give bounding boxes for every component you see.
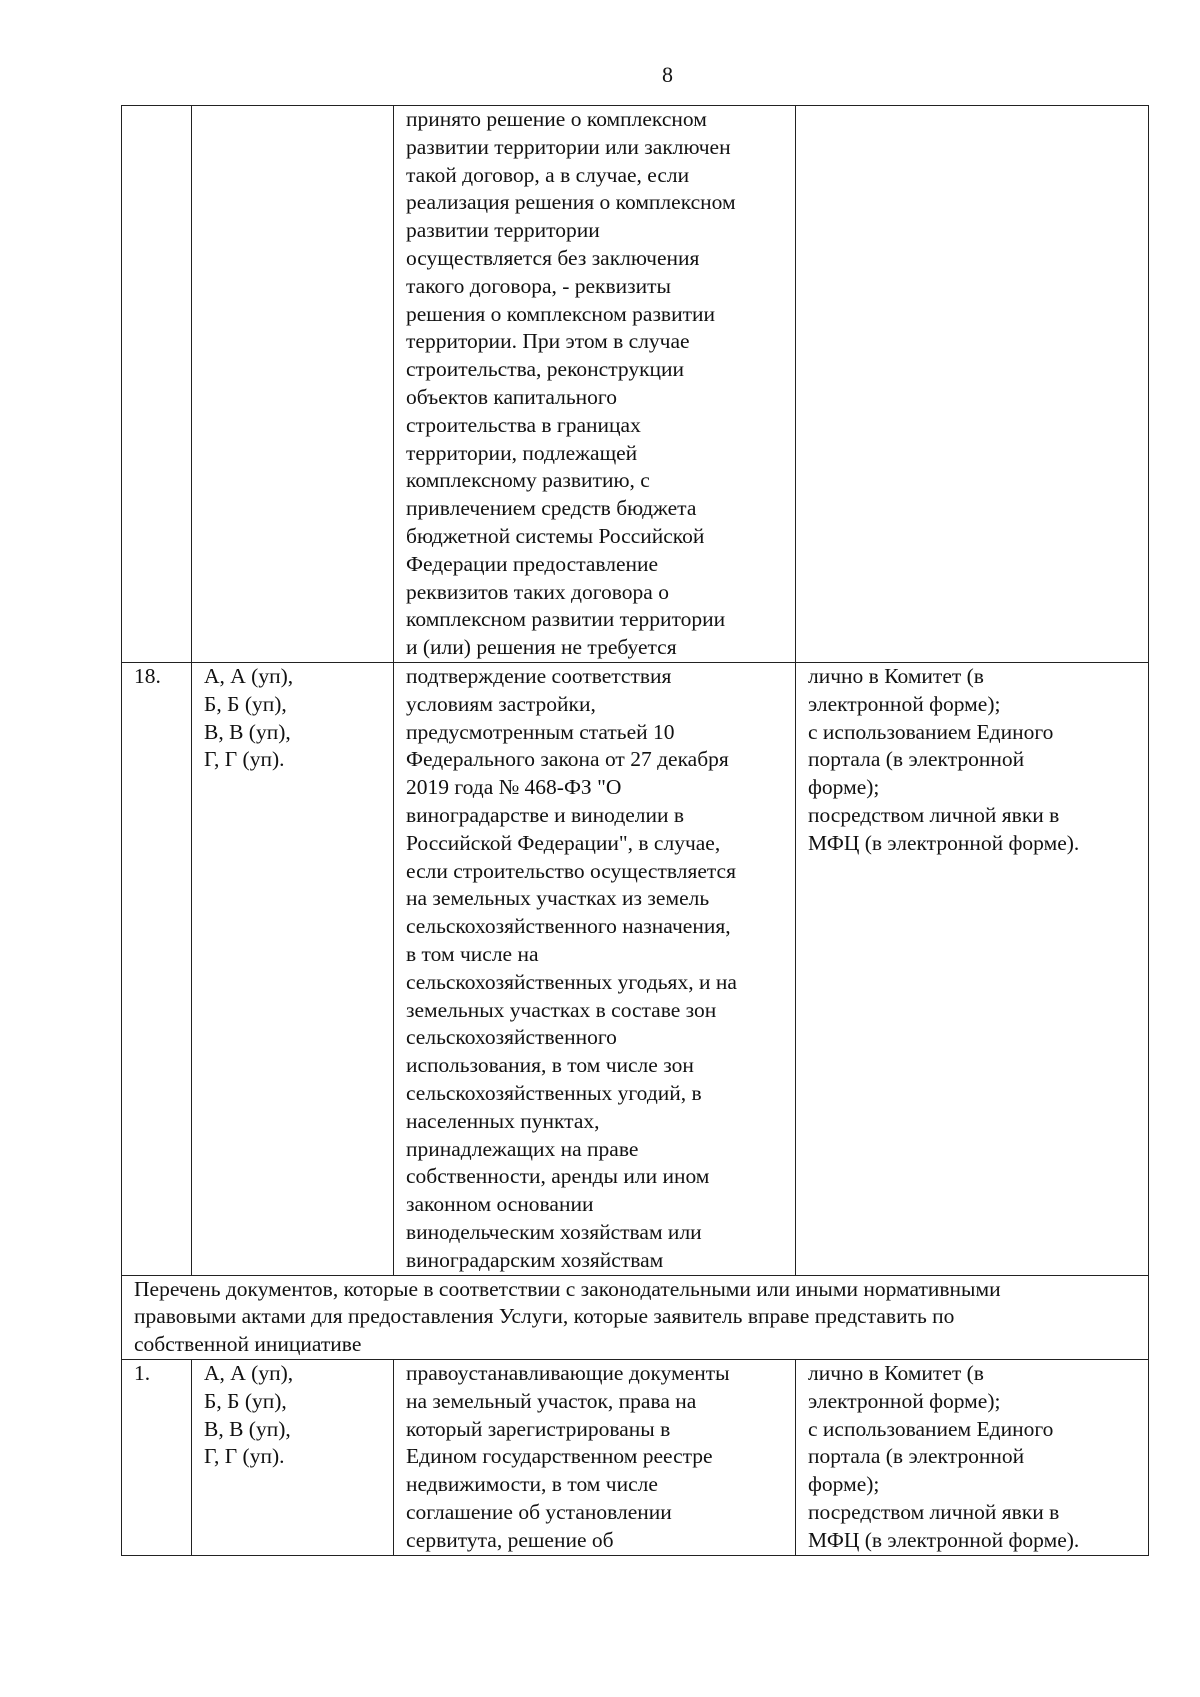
text-line: винодельческим хозяйствам или — [406, 1219, 702, 1244]
text-line: форме); — [808, 1472, 880, 1497]
text-line: объектов капитального — [406, 384, 617, 409]
applicants-cell — [192, 1359, 394, 1555]
text-line: бюджетной системы Российской — [406, 523, 705, 548]
text-line: сельскохозяйственного — [406, 1025, 617, 1050]
text-line: электронной форме); — [808, 1388, 1001, 1413]
text-line: такого договора, - реквизиты — [406, 273, 672, 298]
text-line: Перечень документов, которые в соответствии с законодательными или иными нормативными — [134, 1276, 1001, 1301]
text-line: подтверждение соответствия — [406, 664, 672, 688]
text-line: населенных пунктах, — [406, 1108, 600, 1133]
text-line: 2019 года № 468-ФЗ "О — [406, 775, 622, 800]
text-line: Российской Федерации", в случае, — [406, 830, 721, 855]
text-line: В, В (уп), — [204, 719, 291, 744]
text-line: Б, Б (уп), — [204, 691, 287, 716]
applicants-cell — [192, 663, 394, 1276]
document-cell — [394, 663, 796, 1276]
text-line: реквизитов таких договора о — [406, 579, 669, 604]
text-line: сервитута, решение об — [406, 1527, 614, 1552]
text-line: Г, Г (уп). — [204, 747, 285, 772]
text-line: территории. При этом в случае — [406, 329, 690, 354]
method-cell — [796, 106, 1149, 663]
text-line: принято решение о комплексном — [406, 107, 707, 131]
table-row-18 — [122, 663, 1149, 1276]
text-line: правовыми актами для предоставления Услуги, которые заявитель вправе представить по — [134, 1304, 955, 1329]
text-line: сельскохозяйственных угодий, в — [406, 1080, 702, 1105]
text-line: А, А (уп), — [204, 664, 294, 688]
text-line: собственной инициативе — [134, 1332, 362, 1357]
text-line: и (или) решения не требуется — [406, 635, 677, 660]
text-line: Федерации предоставление — [406, 551, 659, 576]
text-line: В, В (уп), — [204, 1416, 291, 1441]
text-line: Б, Б (уп), — [204, 1388, 287, 1413]
text-line: Федерального закона от 27 декабря — [406, 747, 729, 772]
text-line: портала (в электронной — [808, 1444, 1025, 1469]
page-number: 8 — [662, 62, 673, 87]
text-line: который зарегистрированы в — [406, 1416, 671, 1441]
text-line: лично в Комитет (в — [808, 1360, 984, 1385]
applicants-cell — [192, 106, 394, 663]
table-row-1 — [122, 1359, 1149, 1555]
text-line: портала (в электронной — [808, 747, 1025, 772]
text-line: территории, подлежащей — [406, 440, 638, 465]
text-line: электронной форме); — [808, 691, 1001, 716]
text-line: форме); — [808, 775, 880, 800]
section-heading — [122, 1275, 1149, 1359]
text-line: комплексном развитии территории — [406, 607, 726, 632]
section-heading-row — [122, 1275, 1149, 1359]
text-line: развитии территории — [406, 218, 600, 243]
text-line: строительства, реконструкции — [406, 357, 685, 382]
text-line: принадлежащих на праве — [406, 1136, 639, 1161]
text-line: соглашение об установлении — [406, 1499, 672, 1524]
method-cell — [796, 663, 1149, 1276]
text-line: сельскохозяйственных угодьях, и на — [406, 969, 737, 994]
text-line: посредством личной явки в — [808, 1499, 1060, 1524]
text-line: земельных участках в составе зон — [406, 997, 717, 1022]
text-line: недвижимости, в том числе — [406, 1472, 658, 1497]
text-line: посредством личной явки в — [808, 802, 1060, 827]
text-line: Едином государственном реестре — [406, 1444, 713, 1469]
text-line: условиям застройки, — [406, 691, 596, 716]
text-line: с использованием Единого — [808, 719, 1054, 744]
text-line: Г, Г (уп). — [204, 1444, 285, 1469]
row-number-cell — [122, 106, 192, 663]
text-line: в том числе на — [406, 941, 539, 966]
table-row-continuation — [122, 106, 1149, 663]
text-line: виноградарским хозяйствам — [406, 1247, 664, 1272]
text-line: использования, в том числе зон — [406, 1053, 694, 1078]
text-line: собственности, аренды или ином — [406, 1164, 710, 1189]
text-line: МФЦ (в электронной форме). — [808, 1527, 1080, 1552]
text-line: комплексному развитию, с — [406, 468, 650, 493]
text-line: с использованием Единого — [808, 1416, 1054, 1441]
text-line: А, А (уп), — [204, 1360, 294, 1385]
method-cell — [796, 1359, 1149, 1555]
text-line: строительства в границах — [406, 412, 641, 437]
text-line: решения о комплексном развитии — [406, 301, 715, 326]
row-number-cell: 1. — [122, 1359, 192, 1555]
text-line: если строительство осуществляется — [406, 858, 736, 883]
text-line: МФЦ (в электронной форме). — [808, 830, 1080, 855]
document-cell — [394, 106, 796, 663]
text-line: осуществляется без заключения — [406, 245, 700, 270]
text-line: развитии территории или заключен — [406, 134, 731, 159]
text-line: виноградарстве и виноделии в — [406, 802, 685, 827]
document-cell — [394, 1359, 796, 1555]
text-line: такой договор, а в случае, если — [406, 162, 690, 187]
text-line: на земельный участок, права на — [406, 1388, 697, 1413]
text-line: на земельных участках из земель — [406, 886, 710, 911]
text-line: реализация решения о комплексном — [406, 190, 736, 215]
text-line: законном основании — [406, 1192, 594, 1217]
text-line: привлечением средств бюджета — [406, 496, 697, 521]
row-number-cell: 18. — [122, 663, 192, 1276]
text-line: лично в Комитет (в — [808, 664, 984, 688]
text-line: сельскохозяйственного назначения, — [406, 914, 731, 939]
text-line: правоустанавливающие документы — [406, 1360, 730, 1385]
text-line: предусмотренным статьей 10 — [406, 719, 675, 744]
documents-table — [121, 105, 1149, 1556]
